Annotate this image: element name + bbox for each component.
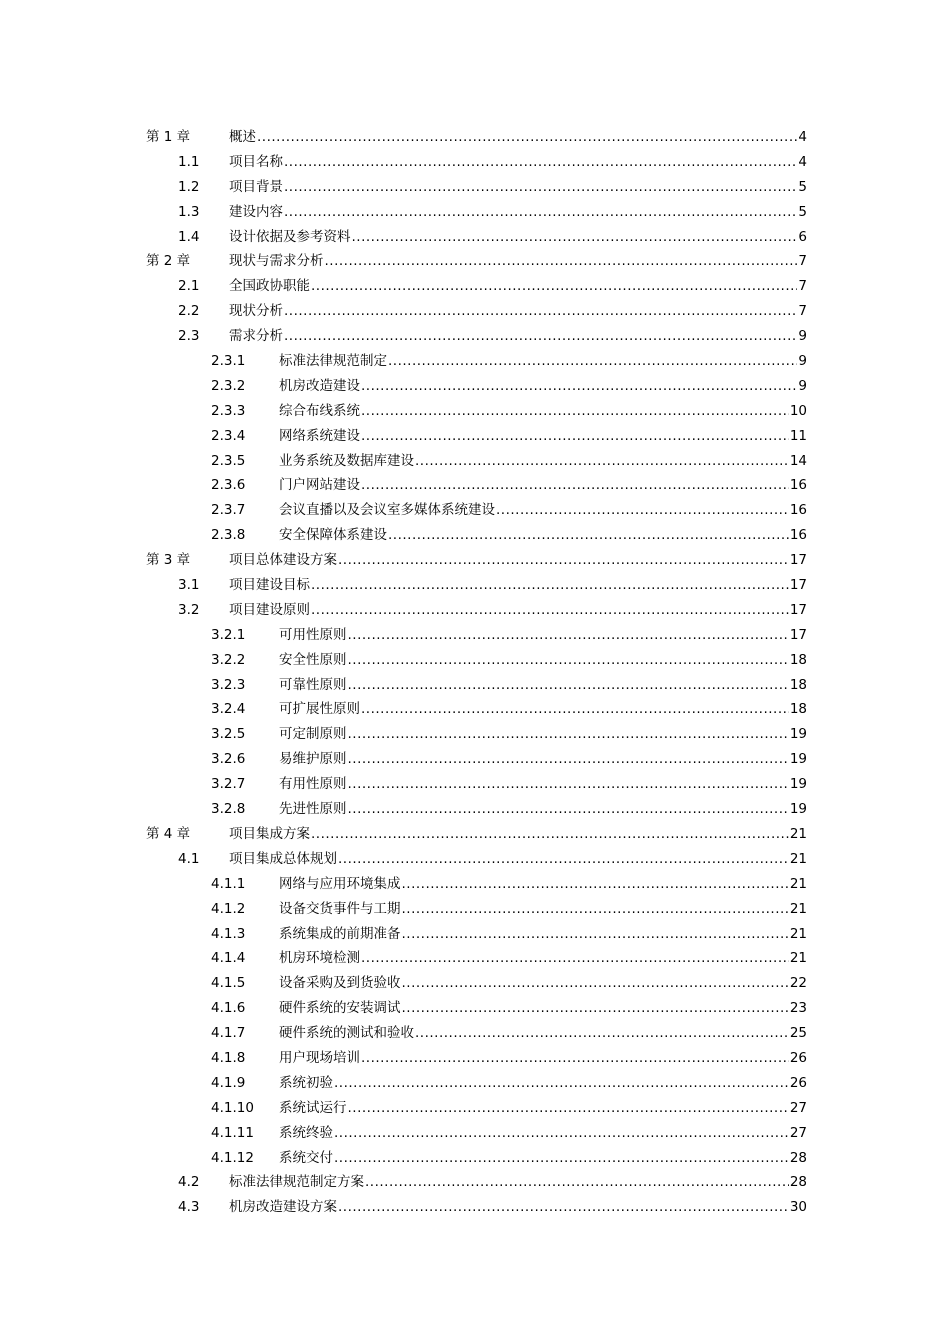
dot-leader	[361, 473, 789, 498]
toc-entry[interactable]	[0, 1046, 950, 1071]
toc-entry-title-line	[279, 449, 807, 474]
toc-entry-number: 4.1.12	[211, 1149, 254, 1166]
toc-entry[interactable]	[0, 399, 950, 424]
dot-leader	[338, 847, 789, 872]
toc-entry-title[interactable]: 项目建设目标	[229, 577, 310, 594]
toc-entry-title-line	[229, 847, 807, 872]
toc-entry-number: 4.2	[178, 1174, 200, 1191]
toc-entry-title[interactable]: 易维护原则	[279, 751, 347, 768]
toc-entry-title-line	[279, 1121, 807, 1146]
toc-entry-title-line	[279, 623, 807, 648]
toc-entry-title[interactable]: 全国政协职能	[229, 278, 310, 295]
toc-entry-title[interactable]: 网络系统建设	[279, 427, 360, 444]
toc-entry-page-number: 17	[789, 552, 807, 569]
toc-entry-title[interactable]: 建设内容	[229, 203, 283, 220]
toc-entry-title[interactable]: 可用性原则	[279, 626, 347, 643]
toc-entry-title-line	[279, 1146, 807, 1171]
dot-leader	[361, 374, 797, 399]
dot-leader	[348, 722, 789, 747]
toc-entry-title[interactable]: 机房环境检测	[279, 950, 360, 967]
toc-entry-page-number: 17	[789, 577, 807, 594]
toc-entry-page-number: 5	[798, 178, 807, 195]
toc-entry-title-line	[229, 274, 807, 299]
toc-entry-number: 2.3.4	[211, 427, 246, 444]
toc-entry-page-number: 9	[798, 377, 807, 394]
dot-leader	[311, 274, 797, 299]
toc-entry[interactable]	[0, 697, 950, 722]
toc-entry-title-line	[279, 971, 807, 996]
toc-entry[interactable]	[0, 747, 950, 772]
toc-entry-title-line	[279, 922, 807, 947]
toc-entry-title-line	[279, 648, 807, 673]
toc-entry[interactable]	[0, 598, 950, 623]
dot-leader	[361, 697, 789, 722]
toc-entry-title-line	[279, 424, 807, 449]
dot-leader	[311, 822, 789, 847]
toc-entry-page-number: 10	[789, 402, 807, 419]
toc-entry[interactable]	[0, 324, 950, 349]
toc-entry-number: 1.2	[178, 178, 200, 195]
toc-entry-title[interactable]: 机房改造建设	[279, 377, 360, 394]
toc-entry-title-line	[229, 249, 807, 274]
toc-entry-number: 3.2.3	[211, 676, 246, 693]
toc-entry-page-number: 28	[789, 1149, 807, 1166]
toc-entry-number: 4.1.9	[211, 1074, 246, 1091]
toc-entry-title-line	[279, 1046, 807, 1071]
toc-entry-title-line	[279, 473, 807, 498]
toc-entry-page-number: 7	[798, 253, 807, 270]
toc-entry-title-line	[229, 175, 807, 200]
toc-entry-number: 2.3.3	[211, 402, 246, 419]
toc-entry-title-line	[279, 498, 807, 523]
toc-entry-page-number: 11	[789, 427, 807, 444]
toc-entry-title[interactable]: 网络与应用环境集成	[279, 875, 401, 892]
toc-entry[interactable]	[0, 548, 950, 573]
dot-leader	[361, 946, 789, 971]
toc-entry[interactable]	[0, 374, 950, 399]
toc-entry-title[interactable]: 概述	[229, 129, 256, 145]
dot-leader	[388, 523, 789, 548]
toc-entry[interactable]	[0, 971, 950, 996]
dot-leader	[365, 1170, 789, 1195]
toc-entry[interactable]	[0, 249, 950, 274]
toc-entry[interactable]	[0, 1170, 950, 1195]
toc-entry[interactable]	[0, 498, 950, 523]
table-of-contents	[0, 125, 950, 1220]
toc-entry[interactable]	[0, 175, 950, 200]
toc-entry-title[interactable]: 项目名称	[229, 153, 283, 170]
toc-entry-title[interactable]: 综合布线系统	[279, 402, 360, 419]
toc-entry[interactable]	[0, 274, 950, 299]
toc-entry[interactable]	[0, 424, 950, 449]
dot-leader	[338, 548, 789, 573]
toc-entry-page-number: 27	[789, 1124, 807, 1141]
toc-entry[interactable]	[0, 897, 950, 922]
toc-entry-title-line	[279, 1021, 807, 1046]
toc-entry[interactable]	[0, 946, 950, 971]
dot-leader	[338, 1195, 789, 1220]
toc-entry-title[interactable]: 设备采购及到货验收	[279, 975, 401, 992]
toc-entry-title[interactable]: 硬件系统的安装调试	[279, 1000, 401, 1017]
toc-entry-page-number: 6	[798, 228, 807, 245]
toc-entry-page-number: 17	[789, 601, 807, 618]
toc-entry-title[interactable]: 安全保障体系建设	[279, 527, 387, 544]
dot-leader	[388, 349, 797, 374]
toc-entry-title-line	[229, 1195, 807, 1220]
dot-leader	[402, 971, 789, 996]
toc-entry[interactable]	[0, 1121, 950, 1146]
toc-entry-number: 4.1.7	[211, 1025, 246, 1042]
toc-entry[interactable]	[0, 349, 950, 374]
toc-entry-number: 4.1.4	[211, 950, 246, 967]
toc-entry[interactable]	[0, 1146, 950, 1171]
toc-entry-title[interactable]: 门户网站建设	[279, 477, 360, 494]
toc-entry-title-line	[229, 598, 807, 623]
toc-entry-number: 4.1.3	[211, 925, 246, 942]
dot-leader	[334, 1071, 789, 1096]
toc-entry-title-line	[279, 1071, 807, 1096]
toc-entry-page-number: 4	[798, 129, 807, 145]
toc-entry-number: 2.3.7	[211, 502, 246, 519]
toc-entry-title-line	[229, 125, 807, 150]
toc-entry-title[interactable]: 系统集成的前期准备	[279, 925, 401, 942]
toc-entry-number: 2.1	[178, 278, 200, 295]
toc-entry-page-number: 19	[789, 801, 807, 818]
toc-entry-title[interactable]: 项目集成方案	[229, 825, 310, 842]
toc-entry-page-number: 19	[789, 726, 807, 743]
toc-entry-title-line	[279, 946, 807, 971]
toc-entry-title[interactable]: 可定制原则	[279, 726, 347, 743]
dot-leader	[348, 648, 789, 673]
toc-entry[interactable]	[0, 1096, 950, 1121]
toc-entry-page-number: 25	[789, 1025, 807, 1042]
toc-entry-title-line	[279, 673, 807, 698]
toc-entry[interactable]	[0, 922, 950, 947]
dot-leader	[402, 897, 789, 922]
toc-entry-number: 3.2.8	[211, 801, 246, 818]
toc-entry-title-line	[279, 747, 807, 772]
toc-entry-page-number: 21	[789, 950, 807, 967]
toc-entry-title-line	[229, 1170, 807, 1195]
toc-entry-number: 第 2 章	[146, 253, 191, 270]
toc-entry-title[interactable]: 需求分析	[229, 328, 283, 345]
toc-entry-title[interactable]: 安全性原则	[279, 651, 347, 668]
toc-entry-title-line	[279, 399, 807, 424]
toc-entry[interactable]	[0, 648, 950, 673]
toc-entry[interactable]	[0, 872, 950, 897]
toc-entry-title-line	[279, 523, 807, 548]
toc-entry-page-number: 16	[789, 527, 807, 544]
dot-leader	[334, 1146, 789, 1171]
toc-entry-number: 1.4	[178, 228, 200, 245]
toc-entry[interactable]	[0, 473, 950, 498]
toc-entry-title[interactable]: 设备交货事件与工期	[279, 900, 401, 917]
toc-entry-number: 第 4 章	[146, 825, 191, 842]
toc-entry-number: 4.1.8	[211, 1049, 246, 1066]
dot-leader	[284, 200, 797, 225]
dot-leader	[284, 299, 797, 324]
toc-entry-title-line	[279, 697, 807, 722]
toc-entry-title-line	[229, 200, 807, 225]
toc-entry[interactable]	[0, 797, 950, 822]
toc-entry-page-number: 7	[798, 278, 807, 295]
dot-leader	[334, 1121, 789, 1146]
toc-entry-page-number: 18	[789, 701, 807, 718]
toc-entry-title-line	[279, 797, 807, 822]
toc-entry-page-number: 26	[789, 1074, 807, 1091]
toc-entry-page-number: 21	[789, 925, 807, 942]
dot-leader	[348, 1096, 789, 1121]
toc-entry-number: 2.3.6	[211, 477, 246, 494]
toc-entry-title-line	[229, 324, 807, 349]
dot-leader	[325, 249, 798, 274]
toc-entry[interactable]	[0, 299, 950, 324]
toc-entry-title-line	[229, 225, 807, 250]
toc-entry-number: 3.2.4	[211, 701, 246, 718]
toc-entry[interactable]	[0, 623, 950, 648]
toc-entry-page-number: 21	[789, 875, 807, 892]
toc-entry-title-line	[229, 150, 807, 175]
toc-entry[interactable]	[0, 150, 950, 175]
toc-entry-title[interactable]: 项目背景	[229, 178, 283, 195]
dot-leader	[361, 1046, 789, 1071]
toc-entry-number: 3.2.1	[211, 626, 246, 643]
toc-entry-number: 第 1 章	[146, 129, 191, 145]
toc-entry-number: 3.1	[178, 577, 200, 594]
toc-entry-title-line	[229, 573, 807, 598]
toc-entry-page-number: 28	[789, 1174, 807, 1191]
toc-entry-page-number: 9	[798, 328, 807, 345]
toc-entry[interactable]	[0, 772, 950, 797]
toc-entry-number: 3.2.2	[211, 651, 246, 668]
toc-entry-title[interactable]: 系统终验	[279, 1124, 333, 1141]
toc-entry-page-number: 19	[789, 751, 807, 768]
toc-entry-title[interactable]: 机房改造建设方案	[229, 1199, 337, 1216]
toc-entry-number: 4.1.11	[211, 1124, 254, 1141]
toc-entry-page-number: 27	[789, 1099, 807, 1116]
toc-entry-page-number: 4	[798, 153, 807, 170]
toc-entry-title-line	[279, 1096, 807, 1121]
toc-entry-page-number: 18	[789, 651, 807, 668]
toc-entry-number: 1.1	[178, 153, 200, 170]
dot-leader	[402, 996, 789, 1021]
toc-entry-page-number: 21	[789, 850, 807, 867]
toc-entry-title[interactable]: 设计依据及参考资料	[229, 228, 351, 245]
toc-entry-page-number: 14	[789, 452, 807, 469]
toc-entry-title[interactable]: 用户现场培训	[279, 1049, 360, 1066]
toc-entry-number: 3.2.7	[211, 776, 246, 793]
dot-leader	[415, 1021, 789, 1046]
toc-entry-number: 2.3.5	[211, 452, 246, 469]
dot-leader	[415, 449, 789, 474]
toc-entry-number: 4.1.1	[211, 875, 246, 892]
dot-leader	[361, 424, 789, 449]
toc-entry[interactable]	[0, 822, 950, 847]
toc-entry-title[interactable]: 业务系统及数据库建设	[279, 452, 414, 469]
toc-entry-title[interactable]: 项目建设原则	[229, 601, 310, 618]
toc-entry[interactable]	[0, 1021, 950, 1046]
dot-leader	[348, 772, 789, 797]
toc-entry-title-line	[279, 996, 807, 1021]
toc-entry-title[interactable]: 系统初验	[279, 1074, 333, 1091]
toc-entry-number: 4.1.6	[211, 1000, 246, 1017]
dot-leader	[284, 150, 797, 175]
dot-leader	[496, 498, 789, 523]
toc-entry[interactable]	[0, 722, 950, 747]
toc-entry[interactable]	[0, 847, 950, 872]
toc-entry[interactable]	[0, 1071, 950, 1096]
toc-entry-number: 4.3	[178, 1199, 200, 1216]
toc-entry[interactable]	[0, 225, 950, 250]
toc-entry-number: 4.1	[178, 850, 200, 867]
toc-entry[interactable]	[0, 449, 950, 474]
toc-entry-title-line	[279, 772, 807, 797]
dot-leader	[311, 598, 789, 623]
toc-entry-page-number: 30	[789, 1199, 807, 1216]
toc-entry-page-number: 19	[789, 776, 807, 793]
toc-entry-page-number: 22	[789, 975, 807, 992]
toc-entry-title-line	[279, 374, 807, 399]
toc-entry-page-number: 21	[789, 825, 807, 842]
dot-leader	[361, 399, 789, 424]
toc-entry-number: 2.3.8	[211, 527, 246, 544]
toc-entry[interactable]	[0, 523, 950, 548]
dot-leader	[348, 623, 789, 648]
toc-entry-title-line	[229, 299, 807, 324]
toc-entry-page-number: 23	[789, 1000, 807, 1017]
toc-entry-page-number: 21	[789, 900, 807, 917]
toc-entry-page-number: 26	[789, 1049, 807, 1066]
toc-entry-title-line	[279, 349, 807, 374]
toc-entry-number: 第 3 章	[146, 552, 191, 569]
toc-entry-title-line	[279, 897, 807, 922]
toc-entry-number: 4.1.2	[211, 900, 246, 917]
dot-leader	[348, 797, 789, 822]
toc-entry-title[interactable]: 项目总体建设方案	[229, 552, 337, 569]
toc-entry-number: 3.2.6	[211, 751, 246, 768]
toc-entry-number: 4.1.10	[211, 1099, 254, 1116]
toc-entry-title[interactable]: 先进性原则	[279, 801, 347, 818]
toc-entry-page-number: 9	[798, 353, 807, 370]
toc-entry-number: 2.3.2	[211, 377, 246, 394]
dot-leader	[284, 175, 797, 200]
toc-entry[interactable]	[0, 200, 950, 225]
toc-entry-title[interactable]: 标准法律规范制定	[279, 353, 387, 370]
toc-entry-number: 3.2.5	[211, 726, 246, 743]
dot-leader	[352, 225, 798, 250]
dot-leader	[402, 922, 789, 947]
toc-entry-title-line	[229, 822, 807, 847]
toc-entry-page-number: 18	[789, 676, 807, 693]
toc-entry-title[interactable]: 现状与需求分析	[229, 253, 324, 270]
dot-leader	[348, 673, 789, 698]
toc-entry-title[interactable]: 现状分析	[229, 303, 283, 320]
toc-entry-page-number: 7	[798, 303, 807, 320]
toc-entry-title-line	[279, 872, 807, 897]
toc-entry-number: 2.3.1	[211, 353, 246, 370]
toc-entry-title[interactable]: 可靠性原则	[279, 676, 347, 693]
dot-leader	[257, 125, 797, 150]
toc-entry-title[interactable]: 可扩展性原则	[279, 701, 360, 718]
dot-leader	[402, 872, 789, 897]
toc-entry-title-line	[229, 548, 807, 573]
toc-entry-title[interactable]: 标准法律规范制定方案	[229, 1174, 364, 1191]
dot-leader	[284, 324, 797, 349]
toc-entry-title[interactable]: 硬件系统的测试和验收	[279, 1025, 414, 1042]
dot-leader	[311, 573, 789, 598]
toc-entry-page-number: 16	[789, 502, 807, 519]
toc-entry[interactable]	[0, 996, 950, 1021]
toc-entry[interactable]	[0, 573, 950, 598]
toc-entry-number: 4.1.5	[211, 975, 246, 992]
toc-entry-title[interactable]: 有用性原则	[279, 776, 347, 793]
toc-entry-page-number: 16	[789, 477, 807, 494]
toc-entry-number: 3.2	[178, 601, 200, 618]
toc-entry-page-number: 17	[789, 626, 807, 643]
toc-entry-number: 1.3	[178, 203, 200, 220]
dot-leader	[348, 747, 789, 772]
toc-entry-title-line	[279, 722, 807, 747]
toc-entry[interactable]	[0, 1195, 950, 1220]
toc-entry-number: 2.3	[178, 328, 200, 345]
toc-entry-title[interactable]: 会议直播以及会议室多媒体系统建设	[279, 502, 495, 519]
toc-entry-page-number: 5	[798, 203, 807, 220]
toc-entry[interactable]	[0, 125, 950, 150]
toc-entry-number: 2.2	[178, 303, 200, 320]
toc-entry-title[interactable]: 系统试运行	[279, 1099, 347, 1116]
toc-entry[interactable]	[0, 673, 950, 698]
toc-entry-title[interactable]: 项目集成总体规划	[229, 850, 337, 867]
toc-entry-title[interactable]: 系统交付	[279, 1149, 333, 1166]
